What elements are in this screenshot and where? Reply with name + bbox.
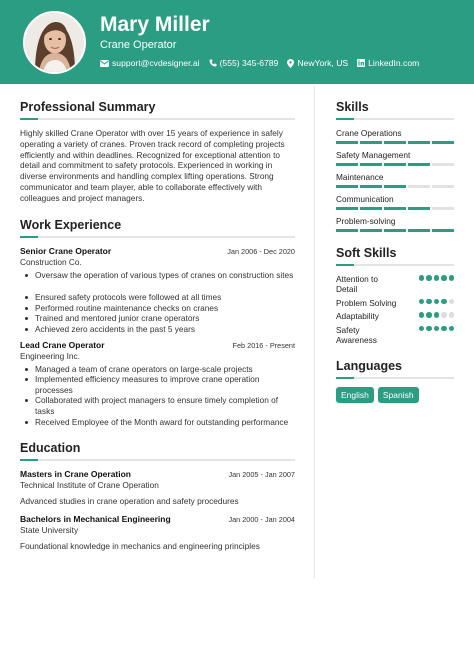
rating-dot	[426, 326, 432, 332]
job-bullet: Managed a team of crane operators on large-scale projects	[20, 364, 295, 375]
school-name: State University	[20, 525, 79, 536]
skill-level-segment	[360, 229, 382, 232]
skill-level-bar	[336, 229, 454, 232]
skill-level-bar	[336, 163, 454, 166]
skills-list	[336, 128, 454, 232]
job-date: Jan 2006 - Dec 2020	[227, 246, 295, 256]
job-bullet-line: Implemented efficiency measures to improve crane operation	[35, 374, 260, 385]
job-bullet: Trained and mentored junior crane operators	[20, 313, 295, 324]
soft-skill-name	[336, 311, 406, 321]
summary-line: Highly skilled Crane Operator with over 15 years of experience in safely	[20, 128, 283, 138]
summary-line: diverse environments and handling complex lifting operations. Strong	[20, 171, 274, 182]
section-underline	[336, 264, 454, 266]
skill-level-segment	[408, 163, 430, 166]
email-text: support@cvdesigner.ai	[112, 58, 200, 68]
header-banner	[0, 0, 474, 84]
summary-section	[20, 100, 295, 204]
education-header	[20, 514, 295, 524]
skill-level-segment	[432, 141, 454, 144]
skill-level-segment	[384, 163, 406, 166]
contact-linkedin[interactable]	[357, 58, 419, 68]
skill-level-segment	[336, 207, 358, 210]
job-bullet	[20, 395, 295, 416]
rating-dot	[426, 275, 432, 281]
summary-line: detail and commitment to safety protocols. Experienced in working in	[20, 160, 273, 171]
rating-dot	[449, 299, 455, 305]
job-bullet: Oversaw the operation of various types of cranes on construction sites	[20, 270, 295, 281]
job-bullet: Received Employee of the Month award for outstanding performance	[20, 417, 295, 428]
skill-level-segment	[336, 185, 358, 188]
skill-level-segment	[360, 185, 382, 188]
education-section	[20, 441, 295, 551]
skill-level-segment	[384, 229, 406, 232]
job-entry	[20, 246, 295, 335]
education-header	[20, 469, 295, 479]
education-desc: Advanced studies in crane operation and safety procedures	[20, 496, 239, 507]
rating-dot	[426, 299, 432, 305]
section-underline	[20, 118, 295, 120]
skill-item	[336, 128, 454, 144]
skill-level-segment	[360, 207, 382, 210]
skill-level-segment	[360, 141, 382, 144]
summary-line: efficiently and within deadlines. Recognized for exceptional attention to	[20, 149, 280, 160]
soft-skill-name	[336, 325, 406, 346]
education-entry	[20, 514, 295, 551]
skill-level-segment	[408, 207, 430, 210]
section-title-education: Education	[20, 441, 81, 456]
language-tag: Spanish	[378, 387, 419, 403]
location-icon	[287, 59, 294, 68]
rating-dot	[419, 326, 425, 332]
summary-line: operating a variety of cranes. Proven track record of completing projects	[20, 138, 285, 149]
skill-level-segment	[336, 229, 358, 232]
skill-level-segment	[384, 185, 406, 188]
rating-dot	[434, 299, 440, 305]
soft-skill-name-line: Adaptability	[336, 311, 379, 322]
skill-level-segment	[408, 185, 430, 188]
soft-skills-list	[336, 274, 454, 345]
soft-skills-section	[336, 246, 454, 345]
soft-skill-name	[336, 274, 406, 295]
section-title-work: Work Experience	[20, 217, 122, 232]
rating-dot	[434, 312, 440, 318]
soft-skill-rating	[419, 326, 455, 332]
job-bullet: Performed routine maintenance checks on cranes	[20, 303, 295, 314]
rating-dot	[434, 275, 440, 281]
skill-level-segment	[408, 229, 430, 232]
skill-level-segment	[336, 163, 358, 166]
rating-dot	[449, 326, 455, 332]
section-title-skills: Skills	[336, 100, 369, 114]
section-title-summary: Professional Summary	[20, 100, 156, 114]
education-date: Jan 2000 - Jan 2004	[228, 515, 295, 525]
skill-level-bar	[336, 207, 454, 210]
rating-dot	[441, 275, 447, 281]
skill-level-segment	[360, 163, 382, 166]
languages-section	[336, 359, 454, 403]
section-title-languages: Languages	[336, 359, 402, 374]
degree-title: Bachelors in Mechanical Engineering	[20, 514, 171, 525]
skill-level-segment	[432, 229, 454, 232]
job-header	[20, 340, 295, 350]
location-text: NewYork, US	[297, 58, 349, 68]
education-date: Jan 2005 - Jan 2007	[228, 470, 295, 480]
skill-item	[336, 172, 454, 188]
rating-dot	[441, 299, 447, 305]
summary-line: communicator and team player, able to collaborate effectively with	[20, 181, 262, 192]
job-bullets	[20, 364, 295, 428]
summary-line: colleagues and project managers.	[20, 192, 145, 203]
degree-title: Masters in Crane Operation	[20, 469, 132, 480]
rating-dot	[419, 275, 425, 281]
skill-name: Communication	[336, 194, 394, 204]
soft-skill-rating	[419, 312, 455, 318]
phone-text: (555) 345-6789	[219, 58, 279, 68]
soft-skill-item	[336, 298, 454, 308]
rating-dot	[441, 326, 447, 332]
section-underline	[336, 118, 454, 120]
skill-level-segment	[432, 163, 454, 166]
soft-skill-item	[336, 311, 454, 321]
section-underline	[336, 377, 454, 379]
column-divider	[314, 86, 315, 578]
section-title-soft-skills: Soft Skills	[336, 246, 397, 260]
job-bullet	[20, 374, 295, 395]
summary-text	[20, 128, 295, 204]
job-header	[20, 246, 295, 256]
job-date: Feb 2016 - Present	[232, 340, 295, 350]
skill-level-segment	[384, 141, 406, 144]
job-company: Engineering Inc.	[20, 350, 80, 361]
skill-name: Maintenance	[336, 172, 384, 182]
soft-skill-name-line: Awareness	[336, 335, 377, 346]
linkedin-text: LinkedIn.com	[368, 58, 420, 68]
job-bullets	[20, 270, 295, 335]
soft-skill-name-line: Attention to	[336, 274, 378, 284]
skill-level-segment	[432, 207, 454, 210]
job-company: Construction Co.	[20, 256, 82, 267]
soft-skill-item	[336, 274, 454, 295]
contact-bar	[100, 58, 419, 68]
education-desc: Foundational knowledge in mechanics and engineering principles	[20, 541, 260, 552]
rating-dot	[434, 326, 440, 332]
skill-level-segment	[408, 141, 430, 144]
contact-email[interactable]	[100, 58, 200, 68]
rating-dot	[419, 312, 425, 318]
skill-level-segment	[432, 185, 454, 188]
soft-skill-rating	[419, 299, 455, 305]
skill-name: Safety Management	[336, 150, 411, 160]
skill-level-bar	[336, 141, 454, 144]
avatar	[23, 11, 86, 74]
rating-dot	[449, 275, 455, 281]
rating-dot	[419, 299, 425, 305]
language-tag: English	[336, 387, 374, 403]
rating-dot	[441, 312, 447, 318]
rating-dot	[449, 312, 455, 318]
job-bullet: Ensured safety protocols were followed at all times	[20, 292, 295, 303]
phone-icon	[209, 59, 217, 67]
job-entry	[20, 340, 295, 428]
rating-dot	[426, 312, 432, 318]
soft-skill-name-line: Problem Solving	[336, 297, 397, 308]
sidebar-column	[336, 100, 454, 403]
section-underline	[20, 236, 295, 238]
candidate-name: Mary Miller	[100, 13, 210, 36]
soft-skill-name	[336, 298, 406, 308]
soft-skill-item	[336, 325, 454, 346]
section-underline	[20, 459, 295, 461]
soft-skill-name-line: Safety	[336, 324, 360, 335]
contact-location	[287, 58, 348, 68]
skill-name: Crane Operations	[336, 128, 402, 138]
main-column	[20, 100, 295, 551]
work-section	[20, 218, 295, 428]
contact-phone[interactable]	[209, 58, 279, 68]
candidate-role: Crane Operator	[100, 39, 177, 51]
skill-level-segment	[336, 141, 358, 144]
email-icon	[100, 60, 109, 67]
skill-name: Problem-solving	[336, 216, 396, 226]
skill-item	[336, 194, 454, 210]
education-entry	[20, 469, 295, 506]
soft-skill-rating	[419, 275, 455, 281]
skill-item	[336, 150, 454, 166]
skills-section	[336, 100, 454, 232]
job-bullet-line: tasks	[35, 405, 55, 416]
skill-item	[336, 216, 454, 232]
languages-list	[336, 387, 454, 403]
job-title: Senior Crane Operator	[20, 245, 112, 256]
job-title: Lead Crane Operator	[20, 339, 105, 350]
soft-skill-name-line: Detail	[336, 284, 358, 295]
job-bullet-line: processes	[35, 384, 73, 395]
school-name: Technical Institute of Crane Operation	[20, 480, 159, 491]
job-bullet: Achieved zero accidents in the past 5 years	[20, 324, 295, 335]
linkedin-icon	[357, 59, 365, 67]
job-bullet-line: Collaborated with project managers to ensure timely completion of	[35, 395, 279, 406]
skill-level-bar	[336, 185, 454, 188]
skill-level-segment	[384, 207, 406, 210]
